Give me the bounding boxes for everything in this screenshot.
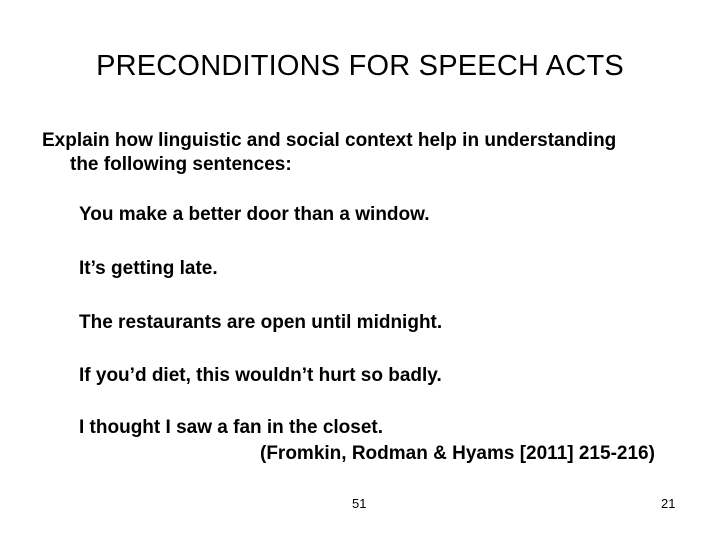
intro-line-1: Explain how linguistic and social context help in understanding (42, 130, 617, 151)
example-sentence-3: The restaurants are open until midnight. (79, 312, 443, 333)
intro-line-2: the following sentences: (70, 154, 292, 175)
page-number-center: 51 (352, 496, 367, 511)
example-sentence-1: You make a better door than a window. (79, 204, 430, 225)
citation: (Fromkin, Rodman & Hyams [2011] 215-216) (260, 443, 655, 464)
example-sentence-2: It’s getting late. (79, 258, 218, 279)
slide-title: PRECONDITIONS FOR SPEECH ACTS (96, 50, 624, 82)
intro-text (42, 129, 682, 177)
page-number-right: 21 (661, 496, 676, 511)
example-sentence-4: If you’d diet, this wouldn’t hurt so badly. (79, 365, 442, 386)
example-sentence-5: I thought I saw a fan in the closet. (79, 417, 384, 438)
